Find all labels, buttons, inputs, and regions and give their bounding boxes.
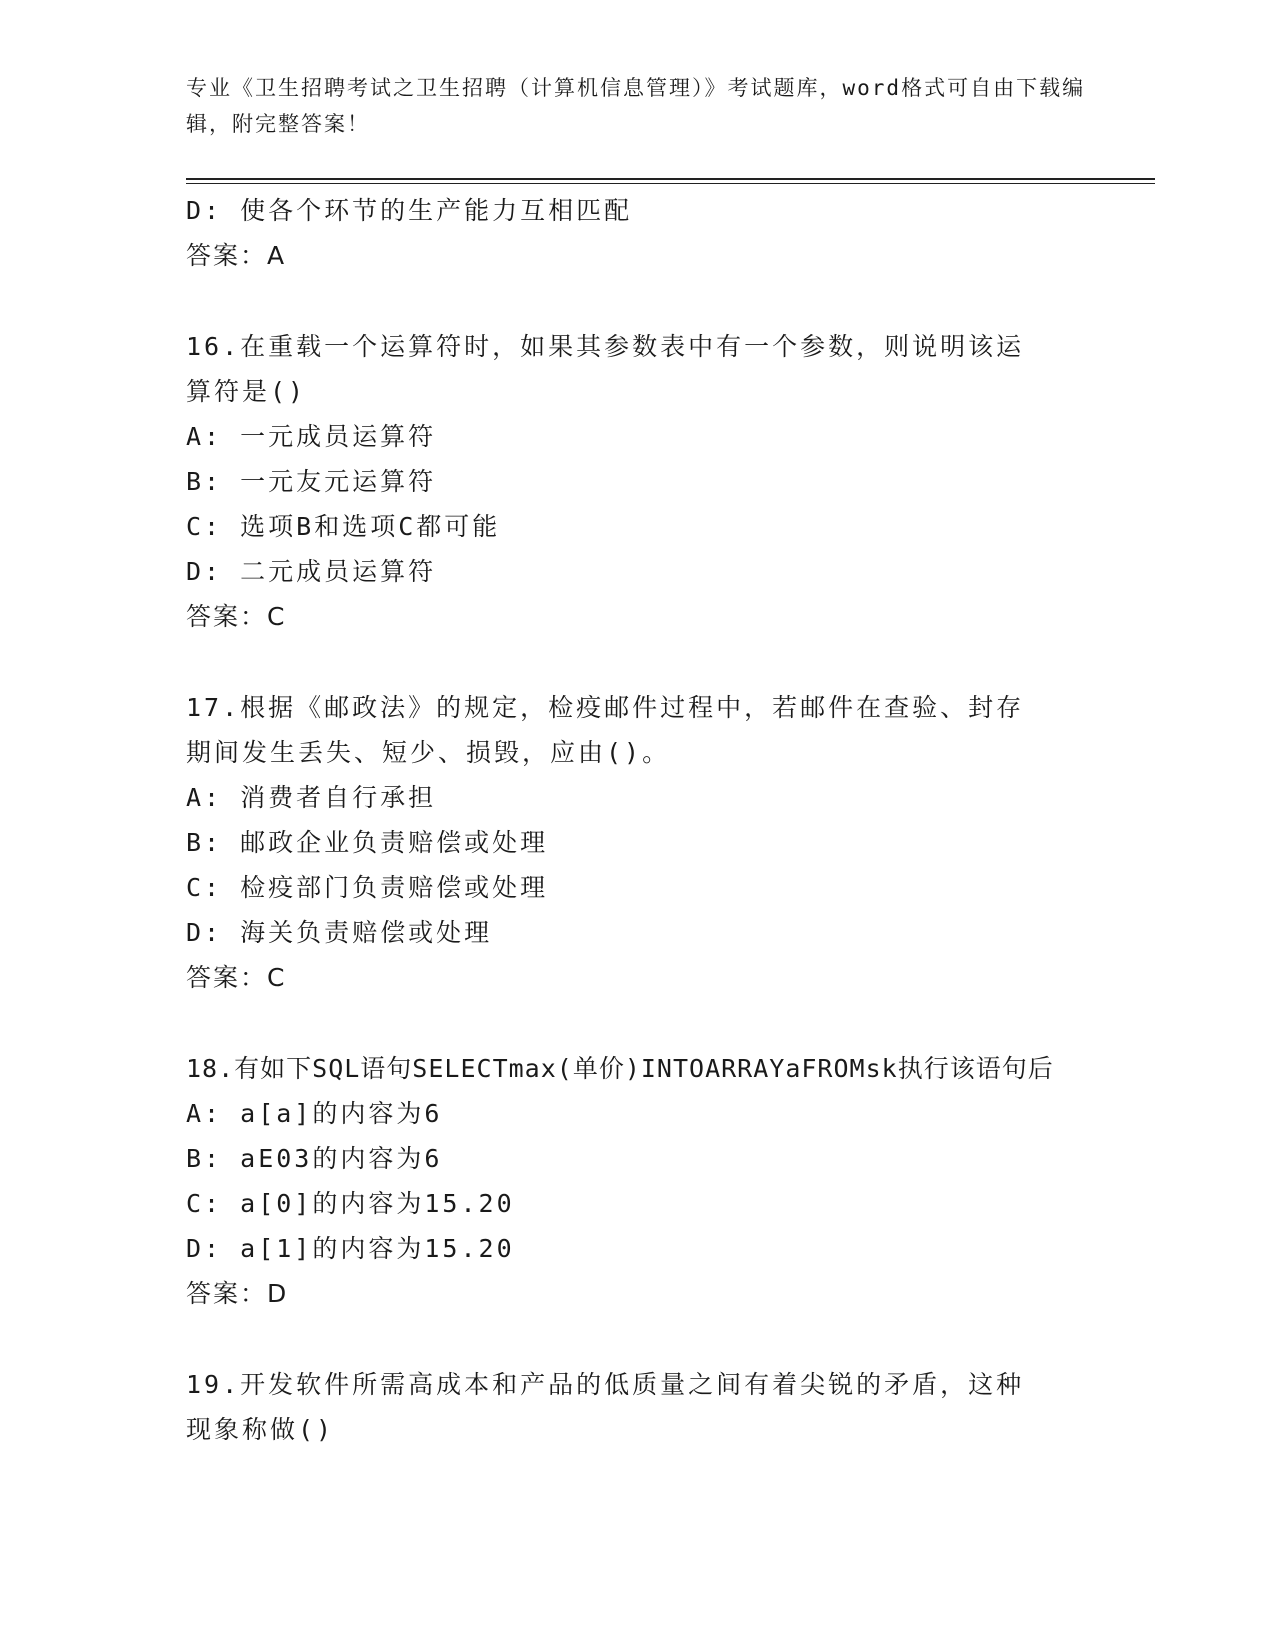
option-a: A: 消费者自行承担	[186, 783, 437, 812]
answer-line: 答案：C	[186, 963, 287, 992]
option-d: D: 二元成员运算符	[186, 557, 437, 586]
answer-line: 答案：D	[186, 1279, 289, 1308]
option-d: D: 使各个环节的生产能力互相匹配	[186, 196, 633, 225]
question-text: 19.开发软件所需高成本和产品的低质量之间有着尖锐的矛盾，这种现象称做()	[186, 1370, 1025, 1444]
question-text: 18.有如下SQL语句SELECTmax(单价)INTOARRAYaFROMsk执行该语句后	[186, 1054, 1054, 1083]
question-17	[186, 685, 1086, 1000]
header-divider-thin	[186, 183, 1155, 184]
document-header	[186, 70, 1086, 142]
previous-question-tail	[186, 188, 1086, 278]
header-text: 专业《卫生招聘考试之卫生招聘（计算机信息管理）》考试题库，word格式可自由下载编辑，附完整答案！	[186, 76, 1086, 136]
answer-line: 答案：C	[186, 602, 287, 631]
option-b: B: 一元友元运算符	[186, 467, 437, 496]
spacer	[186, 1316, 1086, 1362]
question-16	[186, 324, 1086, 639]
question-18	[186, 1046, 1086, 1316]
option-d: D: 海关负责赔偿或处理	[186, 918, 493, 947]
spacer	[186, 278, 1086, 324]
option-c: C: 检疫部门负责赔偿或处理	[186, 873, 549, 902]
question-text: 16.在重载一个运算符时，如果其参数表中有一个参数，则说明该运算符是()	[186, 332, 1025, 406]
header-divider-thick	[186, 178, 1155, 180]
question-19	[186, 1362, 1086, 1452]
option-a: A: 一元成员运算符	[186, 422, 437, 451]
option-b: B: aE03的内容为6	[186, 1144, 443, 1173]
spacer	[186, 1000, 1086, 1046]
question-text: 17.根据《邮政法》的规定，检疫邮件过程中，若邮件在查验、封存期间发生丢失、短少、损毁，应由()。	[186, 693, 1025, 767]
answer-line: 答案：A	[186, 241, 287, 270]
spacer	[186, 639, 1086, 685]
option-d: D: a[1]的内容为15.20	[186, 1234, 515, 1263]
option-b: B: 邮政企业负责赔偿或处理	[186, 828, 549, 857]
option-c: C: 选项B和选项C都可能	[186, 512, 501, 541]
question-list	[186, 188, 1086, 1452]
option-a: A: a[a]的内容为6	[186, 1099, 443, 1128]
option-c: C: a[0]的内容为15.20	[186, 1189, 515, 1218]
